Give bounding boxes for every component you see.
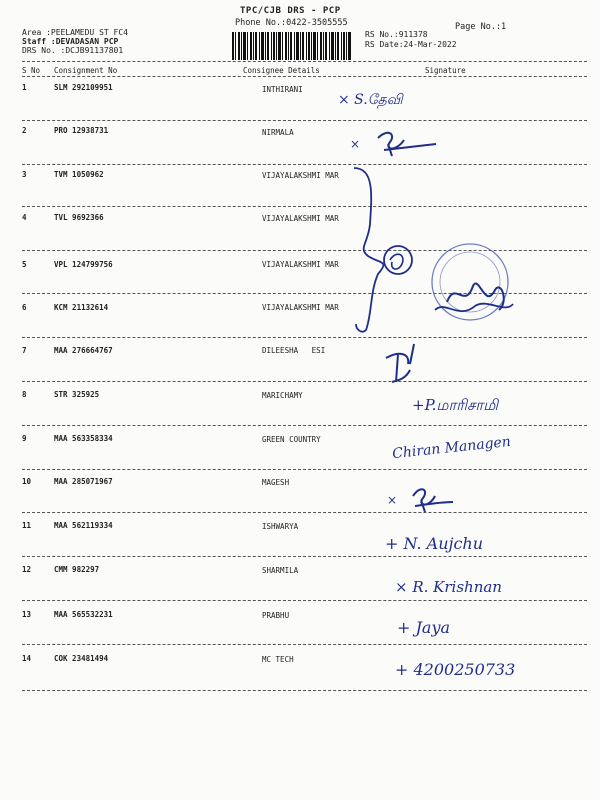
row-consignment: STR 325925 [54, 390, 100, 399]
row-sno: 12 [22, 565, 32, 574]
signature-row13: + Jaya [397, 618, 451, 637]
row-consignee: MC TECH [262, 655, 294, 664]
row-sno: 1 [22, 83, 27, 92]
row-sno: 4 [22, 213, 27, 222]
row-sno: 9 [22, 434, 27, 443]
col-header-sno: S No [22, 66, 41, 75]
row-consignee: ISHWARYA [262, 522, 299, 531]
row-consignee: NIRMALA [262, 128, 294, 137]
staff-label: Staff :DEVADASAN PCP [22, 37, 119, 46]
row-divider [22, 425, 587, 426]
row-consignee: VIJAYALAKSHMI MAR [262, 171, 339, 180]
row-consignee: PRABHU [262, 611, 290, 620]
signature-row11: + N. Aujchu [385, 534, 484, 553]
row-divider [22, 556, 587, 557]
row-consignment: MAA 276664767 [54, 346, 113, 355]
row-consignment: COK 23481494 [54, 654, 109, 663]
row-consignee: DILEESHA ESI [262, 346, 326, 355]
row-consignment: MAA 562119334 [54, 521, 113, 530]
table-bottom-divider [22, 690, 587, 691]
row-consignment: VPL 124799756 [54, 260, 113, 269]
row-sno: 2 [22, 126, 27, 135]
signature-row8: +P.மாரிசாமி [412, 396, 499, 414]
row-divider [22, 164, 587, 165]
row-divider [22, 644, 587, 645]
row-divider [22, 206, 587, 207]
row-sno: 8 [22, 390, 27, 399]
row-consignment: TVL 9692366 [54, 213, 104, 222]
signature-row14: + 4200250733 [395, 660, 516, 679]
row-consignee: INTHIRANI [262, 85, 303, 94]
row-divider [22, 337, 587, 338]
row-divider [22, 381, 587, 382]
row-divider [22, 120, 587, 121]
row-sno: 6 [22, 303, 27, 312]
row-consignment: MAA 565532231 [54, 610, 113, 619]
row-consignee: GREEN COUNTRY [262, 435, 321, 444]
signature-bracket-rows-3-6 [350, 164, 430, 339]
row-consignment: MAA 285071967 [54, 477, 113, 486]
row-consignment: CMM 982297 [54, 565, 100, 574]
row-sno: 5 [22, 260, 27, 269]
col-header-signature: Signature [425, 66, 466, 75]
signature-row2 [348, 126, 438, 160]
drs-number: DRS No. :DCJB91137801 [22, 46, 124, 55]
row-sno: 7 [22, 346, 27, 355]
row-sno: 11 [22, 521, 32, 530]
signature-row10 [385, 482, 455, 516]
barcode [232, 32, 352, 60]
row-consignment: TVM 1050962 [54, 170, 104, 179]
signature-row1: × S.தேவி [338, 92, 403, 108]
row-consignee: VIJAYALAKSHMI MAR [262, 260, 339, 269]
column-header-divider [22, 76, 587, 77]
row-consignment: MAA 563358334 [54, 434, 113, 443]
row-sno: 14 [22, 654, 32, 663]
row-divider [22, 469, 587, 470]
rs-date: RS Date:24-Mar-2022 [365, 40, 457, 49]
svg-text:×: × [350, 137, 361, 151]
row-consignee: SHARMILA [262, 566, 299, 575]
page-number: Page No.:1 [455, 22, 507, 32]
rs-number: RS No.:911378 [365, 30, 428, 39]
row-consignment: KCM 21132614 [54, 303, 109, 312]
row-consignee: VIJAYALAKSHMI MAR [262, 214, 339, 223]
signature-row12: × R. Krishnan [395, 578, 502, 596]
col-header-consignee: Consignee Details [243, 66, 320, 75]
row-divider [22, 600, 587, 601]
row-sno: 13 [22, 610, 32, 619]
phone-number: Phone No.:0422-3505555 [235, 18, 348, 28]
signature-row7 [380, 340, 440, 390]
row-consignee: MAGESH [262, 478, 290, 487]
area-label: Area :PEELAMEDU ST FC4 [22, 28, 128, 37]
row-consignment: SLM 292109951 [54, 83, 113, 92]
company-stamp [425, 240, 515, 330]
row-sno: 3 [22, 170, 27, 179]
row-consignment: PRO 12938731 [54, 126, 109, 135]
col-header-consignment: Consignment No [54, 66, 118, 75]
row-consignee: MARICHAMY [262, 391, 303, 400]
row-sno: 10 [22, 477, 32, 486]
signature-row9: Chiran Managen [391, 433, 512, 463]
row-divider [22, 512, 587, 513]
row-consignee: VIJAYALAKSHMI MAR [262, 303, 339, 312]
svg-text:×: × [387, 493, 398, 507]
document-title: TPC/CJB DRS - PCP [240, 6, 341, 16]
header-divider [22, 61, 587, 62]
